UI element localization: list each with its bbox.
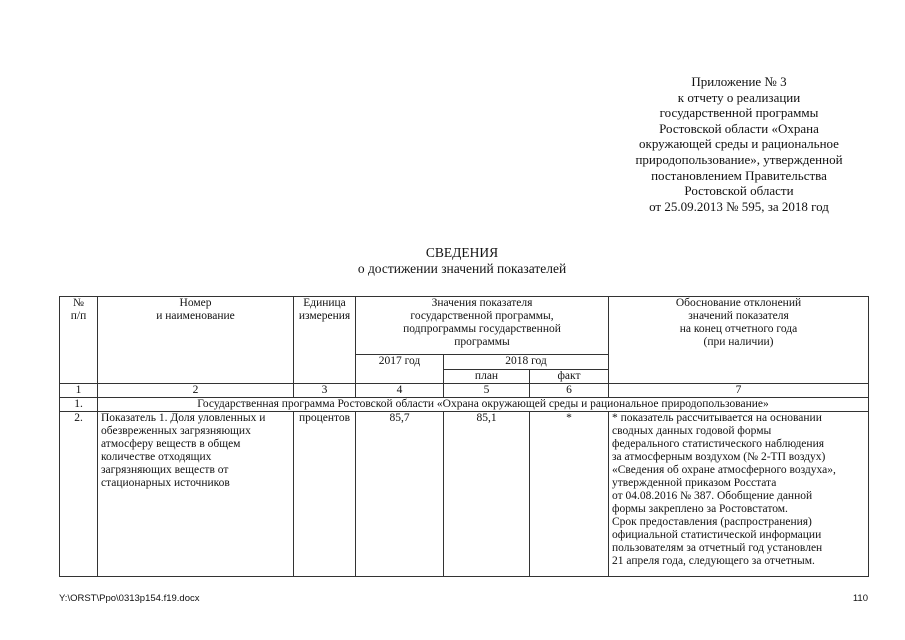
header-values-text: Значения показателя государственной программы, подпрограммы государственной программы: [403, 297, 561, 348]
header-year-2017: 2017 год: [356, 355, 444, 384]
appendix-line: постановлением Правительства: [651, 167, 827, 183]
header-fact: факт: [530, 370, 609, 384]
indicator-fact-2018: *: [530, 412, 609, 577]
program-row-text: Государственная программа Ростовской области «Охрана окружающей среды и рациональное природопользование»: [98, 398, 869, 412]
column-numbers-row: [60, 384, 869, 398]
column-number: 3: [294, 384, 356, 398]
header-row: [60, 297, 869, 355]
header-plan: план: [444, 370, 530, 384]
program-row: [60, 398, 869, 412]
header-name-text: Номер и наименование: [156, 297, 235, 322]
indicator-row: [60, 412, 869, 577]
appendix-line: к отчету о реализации: [677, 89, 801, 105]
footer-file-path: Y:\ORST\Ppo\0313p154.f19.docx: [59, 593, 200, 604]
indicator-unit: процентов: [294, 412, 356, 577]
indicator-name: [98, 412, 294, 577]
appendix-line: от 25.09.2013 № 595, за 2018 год: [649, 198, 829, 214]
indicator-justification-text: * показатель рассчитывается на основании сводных данных годовой формы федерального статистического наблюдения за атмосферным воздухом (№ 2-ТП воздух) «Сведения об охране атмосферного воздуха», утвержденной приказом Росстата от 04.08.2016 № 387. Обобщение данной формы закреплено за Ростовстатом. Срок предоставления (распространения) официальной статистической информации пользователям за отчетный год установлен 21 апреля года, следующего за отчетным.: [612, 412, 836, 567]
indicator-plan-2018: 85,1: [444, 412, 530, 577]
footer-page-number: 110: [852, 593, 868, 604]
header-unit-text: Единица измерения: [298, 297, 351, 322]
header-values: [356, 297, 609, 355]
indicator-justification: [609, 412, 869, 577]
header-unit: [294, 297, 356, 384]
document-subtitle: о достижении значений показателей: [357, 261, 567, 276]
column-number: 6: [530, 384, 609, 398]
column-number: 2: [98, 384, 294, 398]
header-name: [98, 297, 294, 384]
column-number: 1: [60, 384, 98, 398]
appendix-line: природопользование», утвержденной: [635, 151, 843, 167]
column-number: 4: [356, 384, 444, 398]
header-num-text: № п/п: [70, 297, 87, 322]
header-num: [60, 297, 98, 384]
indicator-value-2017: 85,7: [356, 412, 444, 577]
appendix-block: [610, 74, 868, 214]
indicators-table: [59, 296, 869, 577]
appendix-line: государственной программы: [659, 105, 819, 121]
appendix-line: Приложение № 3: [691, 74, 787, 89]
header-justification-text: Обоснование отклонений значений показателя на конец отчетного года (при наличии): [675, 297, 802, 348]
appendix-line: окружающей среды и рациональное: [639, 136, 839, 152]
header-year-2018: 2018 год: [444, 355, 609, 370]
appendix-line: Ростовской области: [684, 183, 794, 199]
program-row-num: 1.: [60, 398, 98, 412]
column-number: 7: [609, 384, 869, 398]
indicator-name-text: Показатель 1. Доля уловленных и обезвреженных загрязняющих атмосферу веществ в общем количестве отходящих загрязняющих веществ от стационарных источников: [101, 412, 266, 489]
document-title: СВЕДЕНИЯ: [425, 245, 499, 260]
indicator-num: 2.: [60, 412, 98, 577]
column-number: 5: [444, 384, 530, 398]
header-justification: [609, 297, 869, 384]
appendix-line: Ростовской области «Охрана: [659, 120, 819, 136]
